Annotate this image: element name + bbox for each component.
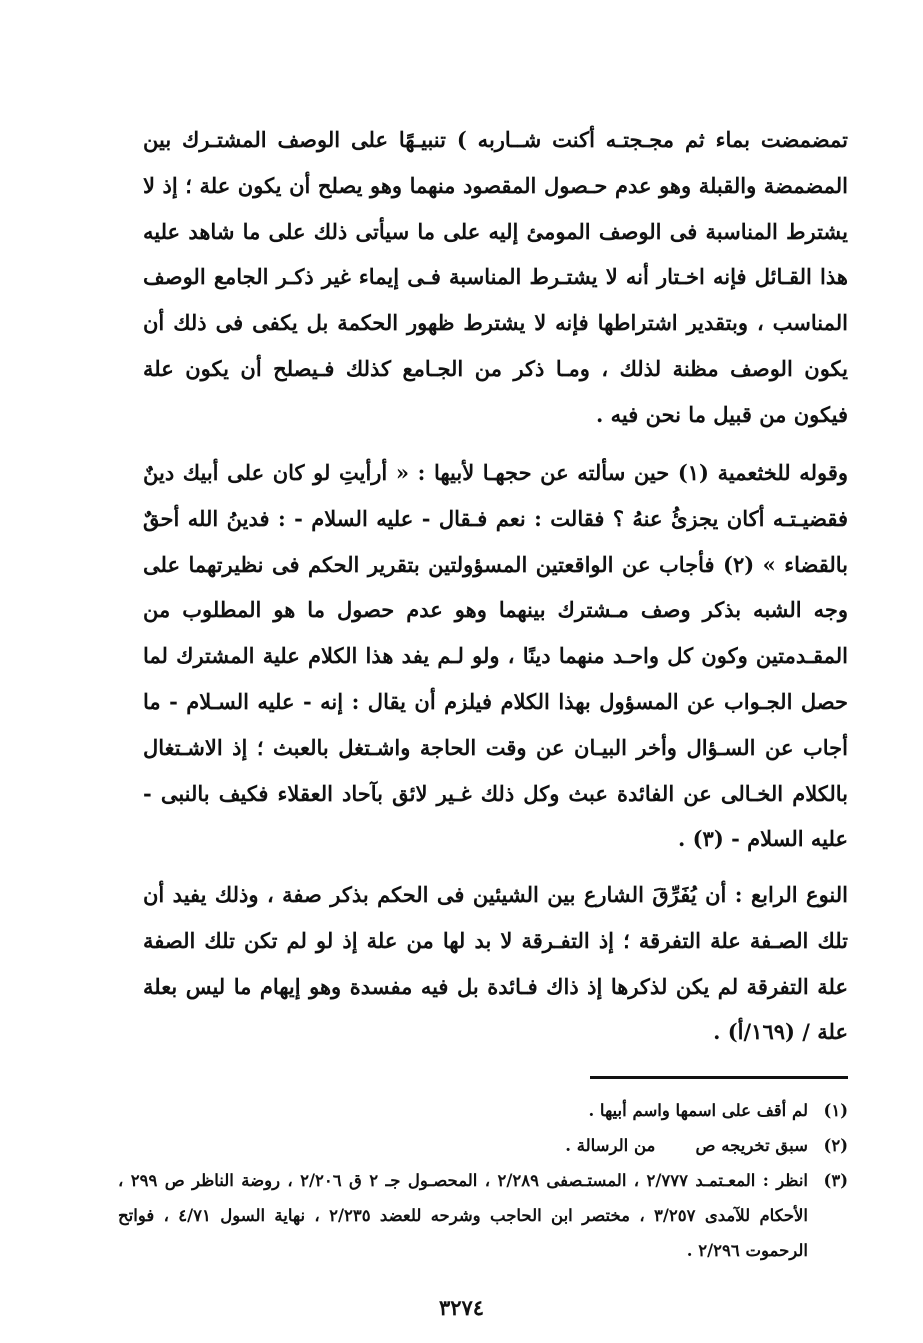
footnote-number: (٢)	[823, 1136, 848, 1155]
paragraph-text: تمضمضت بماء ثم مجـجتـه أكنت شــاربه ) تنبيـهًا على الوصف المشتـرك بين المضمضة والقبلة وهو عدم حـصول المقصود منهما وهو يصلح أن يكون علة ؛ إذ لا يشترط المناسبة فى الوصف المومئ إليه على ما سيأتى ذلك على ما شاهد عليه هذا القـائل فإنه اخـتار أنه لا يشتـرط المناسبة فـى إيماء غير ذكـر الجامع الوصف المناسب ، وبتقدير اشتراطها فإنه لا يشترط ظهور الحكمة بل يكفى فى ذلك أن يكون الوصف مظنة لذلك ، ومـا ذكر من الجـامع كذلك فـيصلح أن يكون علة فيكون من قبيل ما نحن فيه .	[143, 127, 848, 427]
paragraph-body: أن يُفَرِّقَ الشارع بين الشيئين فى الحكم بذكر صفة ، وذلك يفيد أن تلك الصـفة علة التفرقة ؛ إذ التفـرقة لا بد لها من علة إذ لو لم تكن تلك الصفة علة التفرقة لم يكن لذكرها إذ ذاك فـائدة بل فيه مفسدة وهو إيهام ما ليس بعلة علة / (١٦٩/أ) .	[143, 882, 848, 1045]
paragraph-text	[143, 872, 848, 1055]
footnote-separator	[590, 1076, 848, 1079]
footnote-1	[118, 1093, 848, 1128]
body-paragraph-1	[143, 117, 848, 438]
footnote-number: (٣)	[823, 1171, 848, 1190]
body-paragraph-2	[143, 450, 848, 862]
footnote-text: لم أقف على اسمها واسم أبيها .	[588, 1101, 808, 1120]
footnotes	[118, 1093, 848, 1268]
footnote-3	[118, 1163, 848, 1268]
footnote-text: سبق تخريجه ص من الرسالة .	[565, 1136, 808, 1155]
footnote-2	[118, 1128, 848, 1163]
footnote-text: انظر : المعـتمـد ٢/٧٧٧ ، المستـصفى ٢/٢٨٩ ، المحصـول جـ ٢ ق ٢/٢٠٦ ، روضة الناظر ص ٢٩٩ ، الأحكام للآمدى ٣/٢٥٧ ، مختصر ابن الحاجب وشرحه للعضد ٢/٢٣٥ ، نهاية السول ٤/٧١ ، فواتح الرحموت ٢/٢٩٦ .	[118, 1171, 809, 1260]
page-number: ٣٢٧٤	[438, 1295, 485, 1320]
body-paragraph-3	[143, 872, 848, 1055]
footnote-number: (١)	[823, 1101, 848, 1120]
section-label: النوع الرابع :	[734, 882, 849, 907]
paragraph-text: وقوله للخثعمية (١) حين سألته عن حجهـا لأبيها : « أرأيتِ لو كان على أبيك دينٌ فقضيـتـه أكان يجزئُ عنهُ ؟ فقالت : نعم فـقال - عليه السلام - : فدينُ الله أحقٌ بالقضاء » (٢) فأجاب عن الواقعتين المسؤولتين بتقرير الحكم فى نظيرتهما على وجه الشبه بذكر وصف مـشترك بينهما وهو عدم حصول ما هو المطلوب من المقـدمتين وكون كل واحـد منهما دينًا ، ولو لـم يفد هذا الكلام علية المشترك لما حصل الجـواب عن المسؤول بهذا الكلام فيلزم أن يقال : إنه - عليه السـلام - ما أجاب عن السـؤال وأخر البيـان عن وقت الحاجة واشـتغل بالعبث ؛ إذ الاشـتغال بالكلام الخـالى عن الفائدة عبث وكل ذلك غـير لائق بآحاد العقلاء فكيف بالنبى - عليه السلام - (٣) .	[143, 460, 849, 852]
